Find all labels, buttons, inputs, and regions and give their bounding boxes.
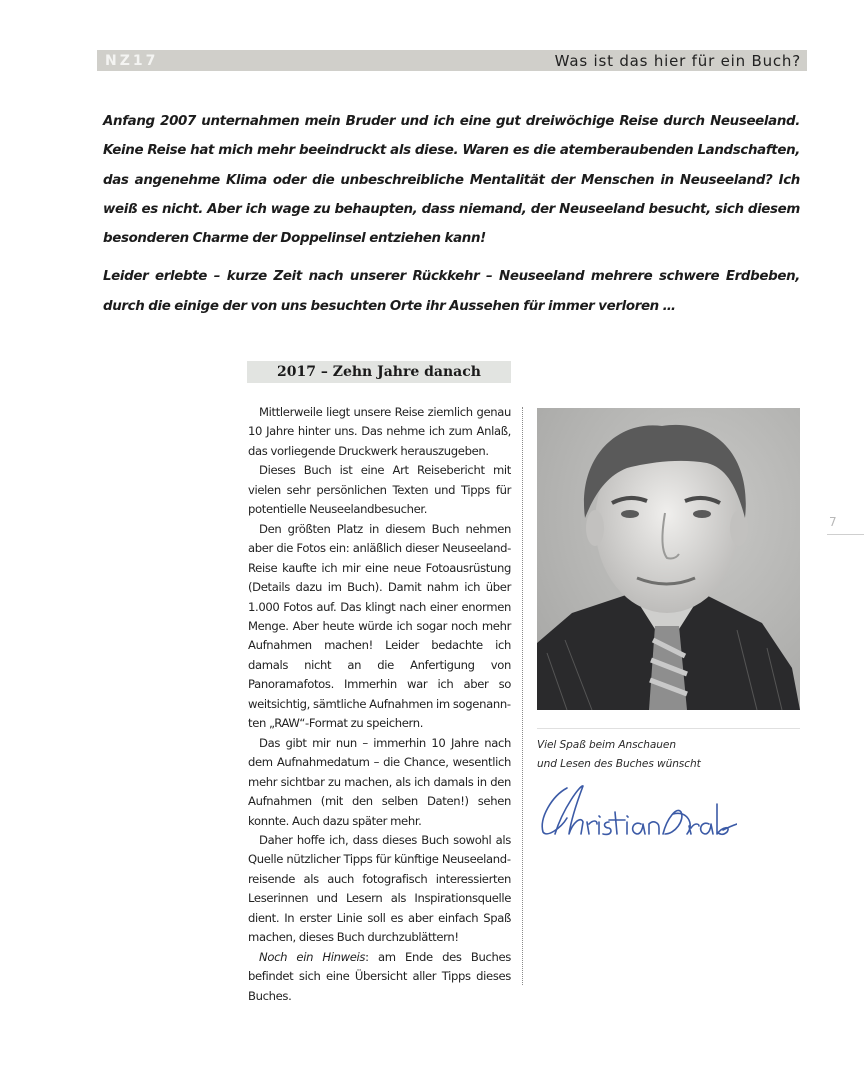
photo-divider [537,728,800,729]
body-paragraph: Daher hoffe ich, dass dieses Buch sowohl als Quelle nützlicher Tipps für künftige Neuseelandreisende als auch fotografisch interessierten Leserinnen und Lesern als Inspirationsquelle dient. In erster Linie soll es aber einfach Spaß machen, dieses Buch durchzublättern! [248,832,511,945]
caption-line: Viel Spaß beim Anschauen [537,739,676,751]
author-signature [537,778,737,840]
intro-text [103,107,800,330]
note-label: Noch ein Hinweis [259,949,366,964]
body-paragraph: Mittlerweile liegt unsere Reise ziemlich genau 10 Jahre hinter uns. Das nehme ich zum Anlaß, das vorliegende Druckwerk herauszugeben. [248,405,511,458]
column-divider [522,407,523,985]
signature-icon [537,778,737,840]
section-heading [247,361,511,383]
author-portrait [537,408,800,710]
page-number-rule [827,534,864,535]
body-paragraph: Das gibt mir nun – immerhin 10 Jahre nach dem Aufnahmedatum – die Chance, wesentlich mehr sichtbar zu machen, als ich damals in den Aufnahmen (mit den selben Daten!) sehen konnte. Auch dazu später mehr. [248,735,511,828]
note-paragraph [248,948,511,1006]
note-text: : am Ende des Buches befindet sich eine Übersicht aller Tipps dieses Buches. [248,949,511,1003]
caption-line: und Lesen des Buches wünscht [537,758,701,770]
intro-paragraph: Leider erlebte – kurze Zeit nach unserer Rückkehr – Neuseeland mehrere schwere Erdbeben, durch die einige der von uns besuchten Orte ihr Aussehen für immer verloren … [103,269,800,314]
body-column [248,403,511,1006]
photo-caption [537,736,800,774]
body-paragraph: Dieses Buch ist eine Art Reisebericht mit vielen sehr persönlichen Texten und Tipps für potentielle Neuseelandbesucher. [248,463,511,517]
body-paragraph: Den größten Platz in diesem Buch nehmen aber die Fotos ein: anläßlich dieser Neuseeland-Reise kaufte ich mir eine neue Fotoausrüstung (Details dazu im Buch). Damit nahm ich über 1.000 Fotos auf. Das klingt nach einer enormen Menge. Aber heute würde ich sogar noch mehr Aufnahmen machen! Leider bedachte ich damals nicht an die Anfertigung von Panoramafotos. Immerhin war ich aber so weitsichtig, sämtliche Aufnahmen im sogenannten „RAW“-Format zu speichern. [248,521,512,731]
running-header [97,50,807,71]
chapter-code: NZ17 [105,52,159,69]
page-number: 7 [829,515,837,529]
portrait-image [537,408,800,710]
intro-paragraph: Anfang 2007 unternahmen mein Bruder und ich eine gut dreiwöchige Reise durch Neuseeland. Keine Reise hat mich mehr beeindruckt als diese. Waren es die atemberaubenden Landschaften, das angenehme Klima oder die unbeschreibliche Mentalität der Menschen in Neuseeland? Ich weiß es nicht. Aber ich wage zu behaupten, dass niemand, der Neuseeland besucht, sich diesem besonderen Charme der Doppelinsel entziehen kann! [103,114,800,247]
section-heading-text: 2017 – Zehn Jahre danach [277,364,481,380]
chapter-title: Was ist das hier für ein Buch? [554,51,801,70]
